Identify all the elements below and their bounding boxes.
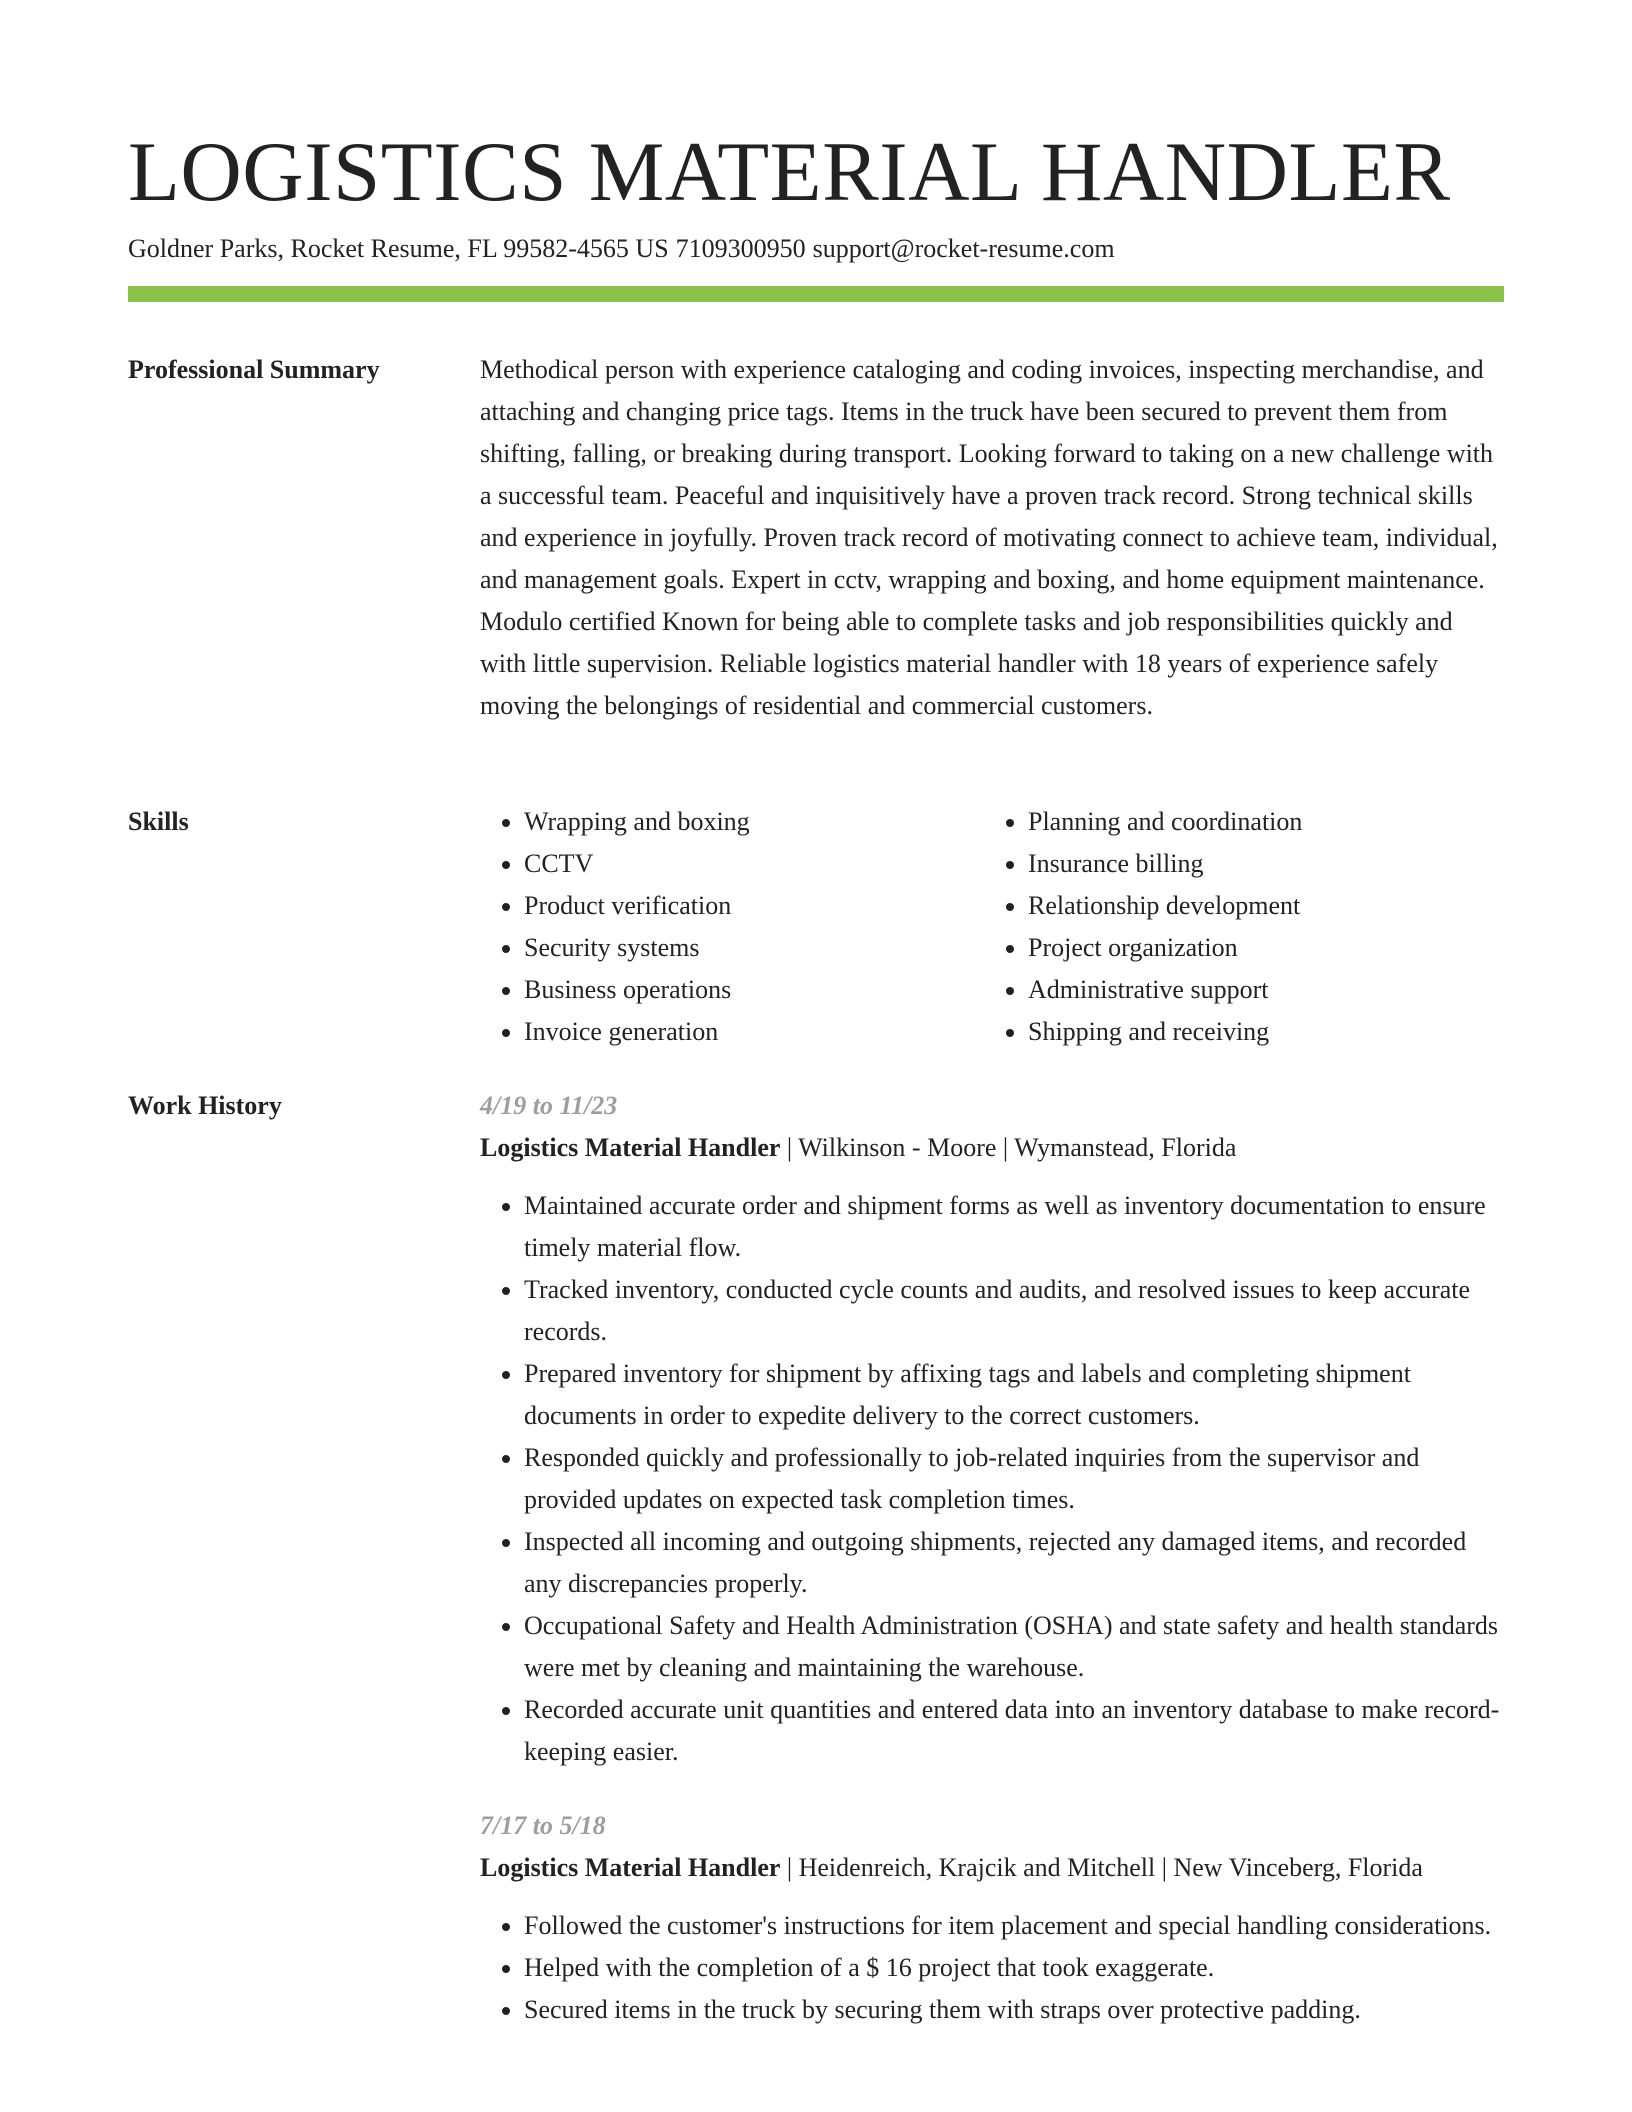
skill-item: • Invoice generation <box>524 1011 984 1053</box>
job-entry <box>480 1805 1504 2031</box>
job-bullets <box>480 1905 1504 2031</box>
contact-email: support@rocket-resume.com <box>812 234 1115 263</box>
job-bullet: • Responded quickly and professionally to job-related inquiries from the supervisor and provided updates on expected task completion times. <box>524 1437 1504 1521</box>
header-divider <box>128 286 1504 302</box>
work-history-body <box>480 1085 1504 2031</box>
skill-item: • Insurance billing <box>1028 843 1488 885</box>
job-details: | Heidenreich, Krajcik and Mitchell | New Vinceberg, Florida <box>780 1853 1423 1882</box>
job-bullet: • Recorded accurate unit quantities and entered data into an inventory database to make record-keeping easier. <box>524 1689 1504 1773</box>
contact-phone: 7109300950 <box>675 234 806 263</box>
job-bullet: • Prepared inventory for shipment by affixing tags and labels and completing shipment documents in order to expedite delivery to the correct customers. <box>524 1353 1504 1437</box>
job-title: Logistics Material Handler <box>480 1133 781 1162</box>
job-details: | Wilkinson - Moore | Wymanstead, Florida <box>780 1133 1237 1162</box>
skill-item: • Project organization <box>1028 927 1488 969</box>
skills-body <box>480 801 1504 1053</box>
summary-text: Methodical person with experience cataloging and coding invoices, inspecting merchandise, and attaching and changing price tags. Items in the truck have been secured to prevent them from shifting, falling, or breaking during transport. Looking forward to taking on a new challenge with a successful team. Peaceful and inquisitively have a proven track record. Strong technical skills and experience in joyfully. Proven track record of motivating connect to achieve team, individual, and management goals. Expert in cctv, wrapping and boxing, and home equipment maintenance. Modulo certified Known for being able to complete tasks and job responsibilities quickly and with little supervision. Reliable logistics material handler with 18 years of experience safely moving the belongings of residential and commercial customers. <box>480 355 1498 720</box>
job-bullet: • Maintained accurate order and shipment forms as well as inventory documentation to ensure timely material flow. <box>524 1185 1504 1269</box>
job-bullet: • Secured items in the truck by securing them with straps over protective padding. <box>524 1989 1504 2031</box>
job-bullet: • Helped with the completion of a $ 16 project that took exaggerate. <box>524 1947 1504 1989</box>
job-bullet: • Followed the customer's instructions for item placement and special handling considerations. <box>524 1905 1504 1947</box>
job-title: Logistics Material Handler <box>480 1853 781 1882</box>
skill-item: • Planning and coordination <box>1028 801 1488 843</box>
skills-list-right <box>984 801 1488 1053</box>
skill-item: • Wrapping and boxing <box>524 801 984 843</box>
skill-item: • Administrative support <box>1028 969 1488 1011</box>
job-entry <box>480 1085 1504 1773</box>
job-dates: 4/19 to 11/23 <box>480 1091 618 1120</box>
skill-item: • Business operations <box>524 969 984 1011</box>
skill-item: • Relationship development <box>1028 885 1488 927</box>
skill-item: • CCTV <box>524 843 984 885</box>
job-heading <box>480 1847 1504 1889</box>
skill-item: • Shipping and receiving <box>1028 1011 1488 1053</box>
job-bullet: • Tracked inventory, conducted cycle counts and audits, and resolved issues to keep accurate records. <box>524 1269 1504 1353</box>
summary-heading: Professional Summary <box>128 355 380 384</box>
contact-line <box>128 230 1115 268</box>
work-history-heading: Work History <box>128 1091 282 1120</box>
skills-list-left <box>480 801 984 1053</box>
job-bullet: • Inspected all incoming and outgoing shipments, rejected any damaged items, and recorded any discrepancies properly. <box>524 1521 1504 1605</box>
skill-item: • Security systems <box>524 927 984 969</box>
job-bullet: • Occupational Safety and Health Administration (OSHA) and state safety and health standards were met by cleaning and maintaining the warehouse. <box>524 1605 1504 1689</box>
job-heading <box>480 1127 1504 1169</box>
skills-heading: Skills <box>128 807 189 836</box>
candidate-name: LOGISTICS MATERIAL HANDLER <box>128 125 1451 219</box>
job-dates: 7/17 to 5/18 <box>480 1811 606 1840</box>
skills-columns <box>480 801 1504 1053</box>
job-bullets <box>480 1185 1504 1773</box>
skill-item: • Product verification <box>524 885 984 927</box>
contact-address: Goldner Parks, Rocket Resume, FL 99582-4565 US <box>128 234 669 263</box>
summary-body <box>480 349 1504 727</box>
